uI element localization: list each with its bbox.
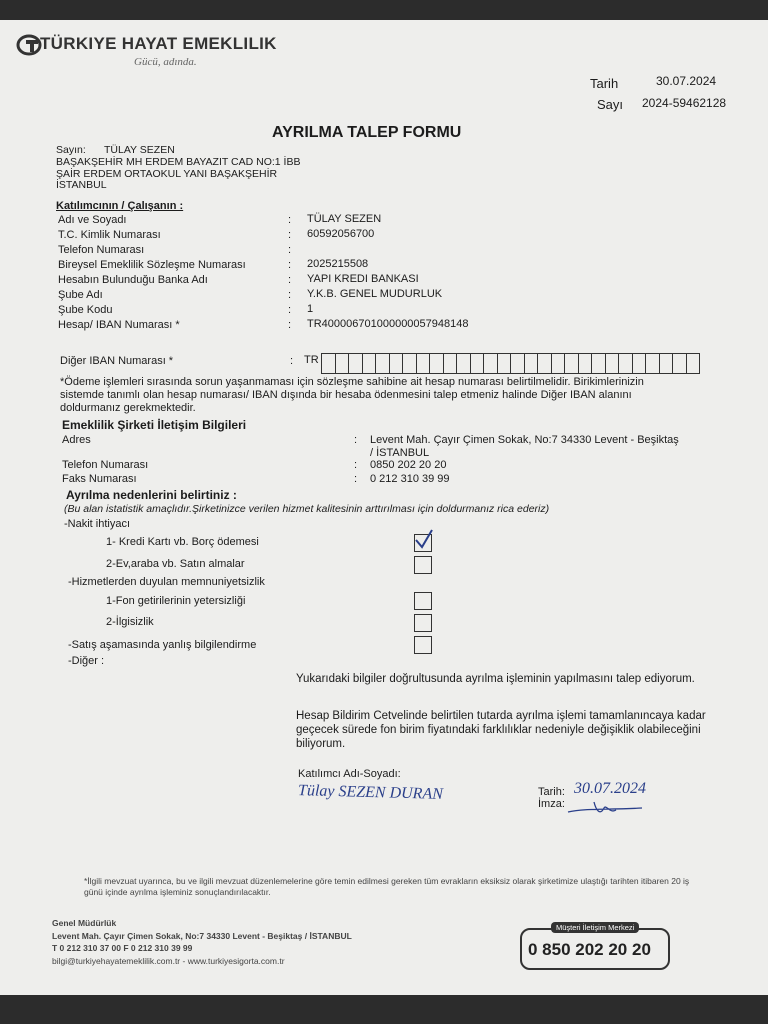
declaration-paragraph: Yukarıdaki bilgiler doğrultusunda ayrılma işleminin yapılmasını talep ediyorum. — [296, 673, 695, 685]
signature-date-handwritten: 30.07.2024 — [574, 780, 646, 797]
participant-field-label: Hesabın Bulunduğu Banka Adı — [58, 274, 208, 286]
iban-char-box[interactable] — [686, 353, 701, 374]
iban-char-box[interactable] — [375, 353, 390, 374]
iban-char-box[interactable] — [672, 353, 687, 374]
reasons-heading: Ayrılma nedenlerini belirtiniz : — [66, 488, 237, 502]
participant-field-label: Hesap/ IBAN Numarası * — [58, 319, 180, 331]
participant-field-value: TR400006701000000057948148 — [307, 318, 469, 330]
participant-field-label: Bireysel Emeklilik Sözleşme Numarası — [58, 259, 246, 271]
field-colon: : — [288, 274, 292, 286]
iban-char-box[interactable] — [456, 353, 471, 374]
iban-char-box[interactable] — [443, 353, 458, 374]
reason-option-label: 1-Fon getirilerinin yetersizliği — [106, 595, 246, 607]
field-colon: : — [354, 434, 358, 446]
reason-group-label: -Diğer : — [68, 655, 105, 667]
field-colon: : — [288, 304, 292, 316]
iban-char-box[interactable] — [578, 353, 593, 374]
participant-field-label: Şube Kodu — [58, 304, 113, 316]
field-colon: : — [288, 244, 292, 256]
reason-checkbox-fund-returns[interactable] — [414, 592, 432, 610]
footer-phones: T 0 212 310 37 00 F 0 212 310 39 99 — [52, 943, 193, 953]
iban-char-box[interactable] — [389, 353, 404, 374]
address-line: Levent Mah. Çayır Çimen Sokak, No:7 34330 Levent - Beşiktaş — [370, 434, 679, 446]
field-colon: : — [288, 229, 292, 241]
reason-group-label: -Nakit ihtiyacı — [64, 518, 131, 530]
iban-char-box[interactable] — [605, 353, 620, 374]
signature-date-label: Tarih: — [538, 786, 565, 798]
iban-char-box[interactable] — [483, 353, 498, 374]
call-center-label: Müşteri İletişim Merkezi — [551, 922, 639, 933]
declaration-paragraph: Hesap Bildirim Cetvelinde belirtilen tutarda ayrılma işlemi tamamlanıncaya kadar geçecek sürede fon birim fiyatındaki farklılıklar nedeniyle değişiklik olabileceğini biliyorum. — [296, 710, 706, 750]
signature-name-label: Katılımcı Adı-Soyadı: — [298, 768, 401, 780]
recipient-address-line: İSTANBUL — [56, 179, 107, 191]
iban-char-box[interactable] — [618, 353, 633, 374]
reason-option-label: 1- Kredi Kartı vb. Borç ödemesi — [106, 536, 259, 548]
signature-scribble — [566, 796, 646, 820]
field-colon: : — [290, 355, 294, 367]
other-iban-input[interactable] — [322, 353, 700, 374]
number-value: 2024-59462128 — [642, 96, 727, 110]
date-label: Tarih — [590, 76, 619, 91]
iban-char-box[interactable] — [632, 353, 647, 374]
address-label: Adres — [62, 434, 91, 446]
participant-heading: Katılımcının / Çalışanın : — [56, 200, 184, 212]
iban-char-box[interactable] — [659, 353, 674, 374]
recipient-name: TÜLAY SEZEN — [104, 144, 175, 156]
reason-checkbox-purchase[interactable] — [414, 556, 432, 574]
iban-char-box[interactable] — [362, 353, 377, 374]
reason-group-label: -Satış aşamasında yanlış bilgilendirme — [68, 639, 257, 651]
footer-head-office: Genel Müdürlük — [52, 918, 117, 928]
call-center-number: 0 850 202 20 20 — [528, 940, 651, 959]
reason-checkbox-misinformation[interactable] — [414, 636, 432, 654]
form-title: AYRILMA TALEP FORMU — [272, 124, 462, 141]
fax-label: Faks Numarası — [62, 473, 137, 485]
other-iban-prefix: TR — [304, 354, 319, 366]
signature-name-handwritten: Tülay SEZEN DURAN — [297, 782, 444, 803]
iban-char-box[interactable] — [645, 353, 660, 374]
reason-option-label: 2-Ev,araba vb. Satın almalar — [106, 558, 245, 570]
footer-address: Levent Mah. Çayır Çimen Sokak, No:7 34330 Levent - Beşiktaş / İSTANBUL — [52, 931, 352, 941]
participant-field-label: Telefon Numarası — [58, 244, 145, 256]
fax-value: 0 212 310 39 99 — [370, 473, 450, 485]
participant-field-value: 60592056700 — [307, 228, 375, 240]
participant-field-label: Adı ve Soyadı — [58, 214, 127, 226]
company-logo-icon — [16, 34, 42, 56]
iban-char-box[interactable] — [335, 353, 350, 374]
company-tagline: Gücü, adında. — [134, 56, 197, 68]
company-contact-heading: Emeklilik Şirketi İletişim Bilgileri — [62, 418, 247, 432]
iban-char-box[interactable] — [429, 353, 444, 374]
iban-char-box[interactable] — [510, 353, 525, 374]
reason-checkbox-indifference[interactable] — [414, 614, 432, 632]
iban-note: *Ödeme işlemleri sırasında sorun yaşanmaması için sözleşme sahibine ait hesap numarası belirtilmelidir. Birikimlerinizin sistemde tanımlı olan hesap numarası/ IBAN dışında bir hesaba ödenmesini talep etmeniz halinde Diğer IBAN alanını doldurmanız gerekmektedir. — [60, 376, 644, 414]
iban-char-box[interactable] — [591, 353, 606, 374]
field-colon: : — [354, 473, 358, 485]
participant-field-label: T.C. Kimlik Numarası — [58, 229, 161, 241]
field-colon: : — [288, 289, 292, 301]
iban-char-box[interactable] — [402, 353, 417, 374]
reason-group-label: -Hizmetlerden duyulan memnuniyetsizlik — [68, 576, 265, 588]
iban-char-box[interactable] — [497, 353, 512, 374]
reason-option-label: 2-İlgisizlik — [106, 616, 154, 628]
participant-field-value: YAPI KREDI BANKASI — [307, 273, 419, 285]
iban-char-box[interactable] — [470, 353, 485, 374]
other-iban-label: Diğer IBAN Numarası * — [60, 355, 174, 367]
iban-char-box[interactable] — [551, 353, 566, 374]
date-value: 30.07.2024 — [656, 74, 717, 88]
reason-checkbox-debt[interactable] — [414, 534, 432, 552]
iban-char-box[interactable] — [416, 353, 431, 374]
recipient-address-line: ŞAİR ERDEM ORTAOKUL YANI BAŞAKŞEHİR — [56, 168, 278, 180]
checkmark-icon — [413, 528, 437, 552]
field-colon: : — [288, 259, 292, 271]
signature-sign-label: İmza: — [538, 798, 565, 810]
form-page — [0, 20, 768, 995]
iban-char-box[interactable] — [564, 353, 579, 374]
reasons-subnote: (Bu alan istatistik amaçlıdır.Şirketinizce verilen hizmet kalitesinin arttırılması için doldurmanız rica ederiz) — [64, 503, 550, 515]
iban-char-box[interactable] — [524, 353, 539, 374]
legal-note: *İlgili mevzuat uyarınca, bu ve ilgili mevzuat düzenlemelerine göre temin edilmesi gereken tüm evrakların eksiksiz olarak şirketimize ulaştığı tarihten itibaren 20 iş günü içinde ayrılma işleminiz sonuçlandırılacaktır. — [84, 876, 690, 897]
iban-char-box[interactable] — [321, 353, 336, 374]
address-line: / İSTANBUL — [370, 447, 430, 459]
iban-char-box[interactable] — [537, 353, 552, 374]
recipient-label: Sayın: — [56, 144, 86, 156]
field-colon: : — [288, 319, 292, 331]
phone-label: Telefon Numarası — [62, 459, 149, 471]
participant-field-value: 1 — [307, 303, 314, 315]
field-colon: : — [288, 214, 292, 226]
participant-field-value: 2025215508 — [307, 258, 369, 270]
recipient-address-line: BAŞAKŞEHİR MH ERDEM BAYAZIT CAD NO:1 İBB — [56, 156, 301, 168]
company-brand-name: TÜRKIYE HAYAT EMEKLILIK — [40, 34, 277, 53]
participant-field-label: Şube Adı — [58, 289, 103, 301]
participant-field-value: Y.K.B. GENEL MUDURLUK — [307, 288, 443, 300]
number-label: Sayı — [597, 97, 624, 112]
footer-web: bilgi@turkiyehayatemeklilik.com.tr - www.turkiyesigorta.com.tr — [52, 956, 285, 966]
participant-field-value: TÜLAY SEZEN — [307, 213, 382, 225]
iban-char-box[interactable] — [348, 353, 363, 374]
field-colon: : — [354, 459, 358, 471]
phone-value: 0850 202 20 20 — [370, 459, 447, 471]
